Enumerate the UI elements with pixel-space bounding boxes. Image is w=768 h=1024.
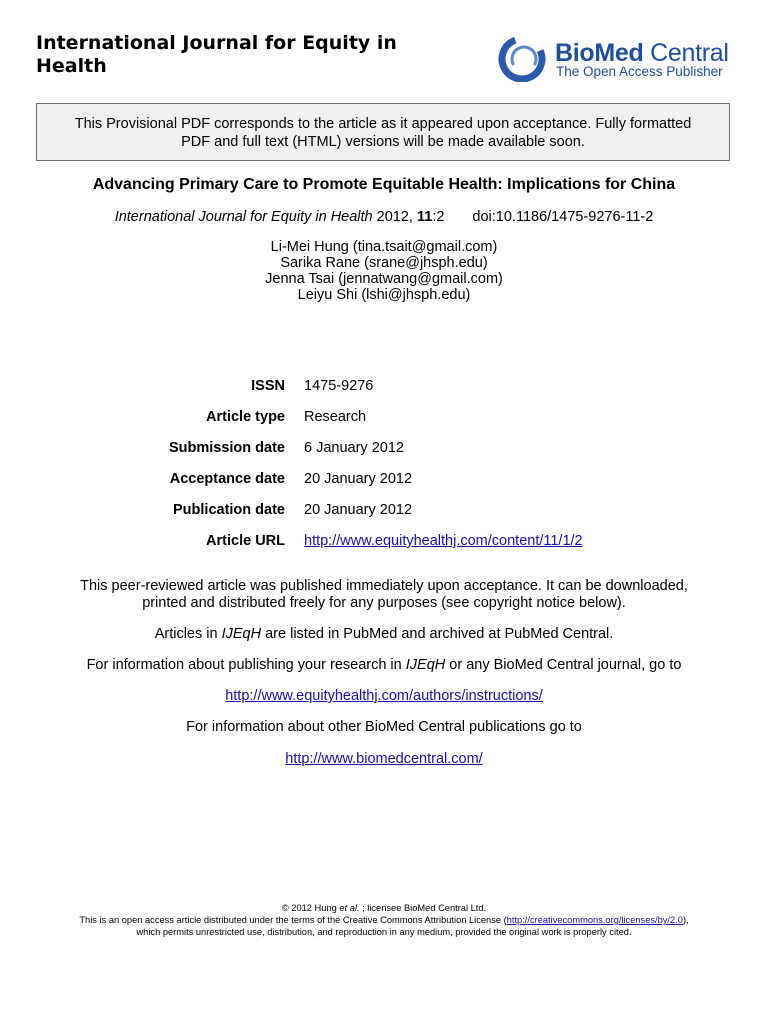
meta-row-article-type xyxy=(0,408,768,426)
journal-abbrev: IJEqH xyxy=(405,657,446,673)
peer-review-line-2: printed and distributed freely for any purposes (see copyright notice below). xyxy=(142,595,626,611)
license-link[interactable]: http://creativecommons.org/licenses/by/2.0 xyxy=(506,915,683,925)
meta-row-publication-date xyxy=(0,501,768,519)
author-item: Jenna Tsai (jennatwang@gmail.com) xyxy=(265,271,503,287)
publishing-note-suffix: or any BioMed Central journal, go to xyxy=(445,657,682,673)
copyright-prefix: © 2012 Hung xyxy=(281,903,340,913)
author-item: Sarika Rane (srane@jhsph.edu) xyxy=(280,255,488,271)
journal-abbrev: IJEqH xyxy=(221,626,262,642)
meta-row-submission-date xyxy=(0,439,768,457)
meta-label: Acceptance date xyxy=(169,471,285,487)
author-item: Li-Mei Hung (tina.tsait@gmail.com) xyxy=(270,239,498,255)
pubmed-note-suffix: are listed in PubMed and archived at PubMed Central. xyxy=(261,626,614,642)
license-line xyxy=(20,914,748,926)
meta-value: 1475-9276 xyxy=(304,378,374,394)
citation-volume: 11 xyxy=(416,209,433,225)
logo-wordmark: BioMed Central xyxy=(555,39,729,67)
publishing-note xyxy=(20,657,748,674)
license-line-2: which permits unrestricted use, distribution, and reproduction in any medium, provided the original work is properly cited. xyxy=(136,927,632,937)
meta-row-acceptance-date xyxy=(0,470,768,488)
biomed-central-logo-icon xyxy=(498,36,550,82)
citation-doi: doi:10.1186/1475-9276-11-2 xyxy=(472,209,654,225)
pubmed-note xyxy=(20,626,748,643)
publishing-note-prefix: For information about publishing your research in xyxy=(86,657,406,673)
provisional-pdf-notice xyxy=(36,103,730,161)
meta-value: 20 January 2012 xyxy=(304,471,413,487)
biomed-central-logo[interactable] xyxy=(498,36,738,84)
meta-label: Publication date xyxy=(173,502,285,518)
et-al: et al. xyxy=(339,903,360,913)
meta-label: Article type xyxy=(206,409,285,425)
other-pubs-note: For information about other BioMed Central publications go to xyxy=(186,719,582,735)
citation-year: 2012, xyxy=(376,209,413,225)
license-suffix: ), xyxy=(682,915,689,925)
notice-line-1: This Provisional PDF corresponds to the article as it appeared upon acceptance. Fully formatted xyxy=(74,116,692,132)
meta-value: Research xyxy=(304,409,367,425)
notice-line-2: PDF and full text (HTML) versions will be made available soon. xyxy=(181,134,585,150)
peer-review-note xyxy=(20,578,748,612)
meta-row-issn xyxy=(0,377,768,395)
biomed-central-link[interactable]: http://www.biomedcentral.com/ xyxy=(285,751,483,767)
meta-value: 6 January 2012 xyxy=(304,440,404,456)
author-item: Leiyu Shi (lshi@jhsph.edu) xyxy=(297,287,471,303)
meta-row-article-url xyxy=(0,532,768,550)
instructions-link[interactable]: http://www.equityhealthj.com/authors/instructions/ xyxy=(225,688,543,704)
copyright-line xyxy=(20,902,748,914)
meta-label: Article URL xyxy=(206,533,285,549)
citation xyxy=(20,208,748,226)
meta-label: ISSN xyxy=(251,378,285,394)
copyright-suffix: ; licensee BioMed Central Ltd. xyxy=(359,903,487,913)
instructions-link-row xyxy=(20,688,748,705)
meta-label: Submission date xyxy=(168,440,285,456)
biomed-link-row xyxy=(20,751,748,768)
logo-tagline: The Open Access Publisher xyxy=(556,64,723,79)
citation-journal: International Journal for Equity in Health xyxy=(114,209,373,225)
copyright-footer xyxy=(20,902,748,938)
meta-value: 20 January 2012 xyxy=(304,502,413,518)
article-url-link[interactable]: http://www.equityhealthj.com/content/11/1/2 xyxy=(304,533,583,549)
journal-title: International Journal for Equity in Health xyxy=(36,32,397,77)
citation-issue: :2 xyxy=(432,209,445,225)
pubmed-note-prefix: Articles in xyxy=(154,626,222,642)
author-list xyxy=(20,239,748,303)
peer-review-line-1: This peer-reviewed article was published immediately upon acceptance. It can be downloaded, xyxy=(80,578,688,594)
license-prefix: This is an open access article distributed under the terms of the Creative Commons Attribution License ( xyxy=(79,915,507,925)
article-title: Advancing Primary Care to Promote Equitable Health: Implications for China xyxy=(92,176,676,193)
